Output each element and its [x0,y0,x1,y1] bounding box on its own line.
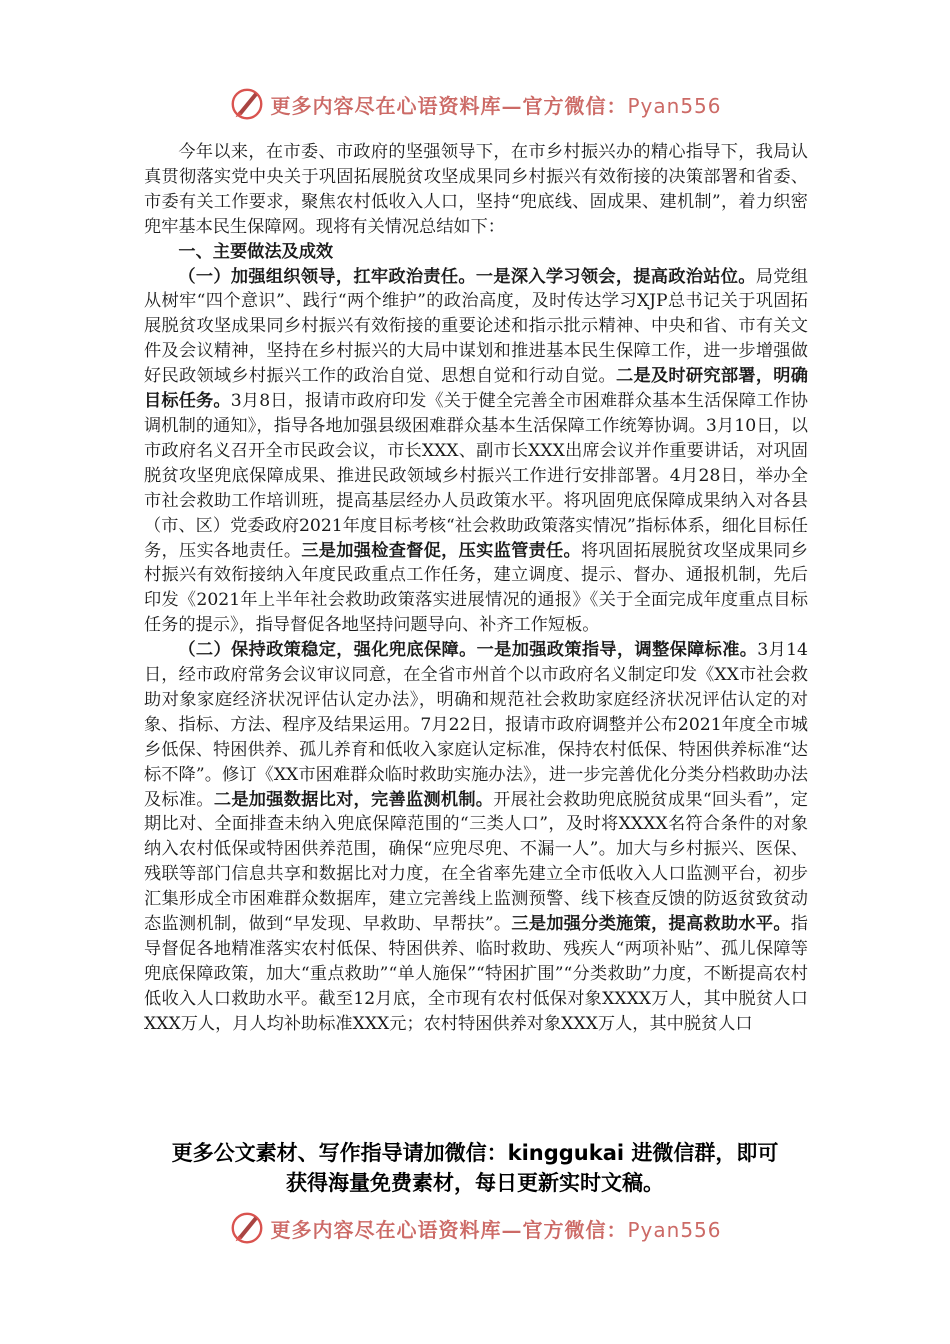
promo-line-2: 获得海量免费素材，每日更新实时文稿。 [286,1171,664,1195]
footer-banner [0,1208,950,1248]
section-2-subtitle-b: 二是加强数据比对，完善监测机制。 [213,789,494,810]
pen-logo-icon [228,1209,266,1247]
banner-text: 更多内容尽在心语资料库—官方微信：Pyan556 [270,93,722,118]
section-1-text-c: 将巩固拓展脱贫攻坚成果同乡村振兴有效衔接纳入年度民政重点工作任务，建立调度、提示、督办、通报机制，先后印发《2021年上半年社会救助政策落实进展情况的通报》《关于全面完成年度重点目标任务的提示》，指导督促各地坚持问题导向、补齐工作短板。 [144,540,808,636]
section-1-text-b: 3月8日，报请市政府印发《关于健全完善全市困难群众基本生活保障工作协调机制的通知》，指导各地加强县级困难群众基本生活保障工作统筹协调。3月10日，以市政府名义召开全市民政会议，市长XXX、副市长XXX出席会议并作重要讲话，对巩固脱贫攻坚兜底保障成果、推进民政领域乡村振兴工作进行安排部署。4月28日，举办全市社会救助工作培训班，提高基层经办人员政策水平。将巩固兜底保障成果纳入对各县（市、区）党委政府2021年度目标考核“社会救助政策落实情况”指标体系，细化目标任务，压实各地责任。 [144,391,808,561]
promo-text [120,1138,830,1198]
section-1-paragraph [144,265,808,639]
promo-line-1: 更多公文素材、写作指导请加微信：kinggukai 进微信群，即可 [171,1141,779,1165]
body-text [144,140,808,1037]
section-1-subtitle-b: 二是及时研究部署，明确目标任务。 [144,366,808,412]
section-1-text-a: 局党组从树牢“四个意识”、践行“两个维护”的政治高度，及时传达学习XJP总书记关于巩固拓展脱贫攻坚成果同乡村振兴有效衔接的重要论述和指示批示精神、中央和省、市有关文件及会议精神，坚持在乡村振兴的大局中谋划和推进基本民生保障工作，进一步增强做好民政领域乡村振兴工作的政治自觉、思想自觉和行动自觉。 [144,266,808,387]
section-2-text-c: 指导督促各地精准落实农村低保、特困供养、临时救助、残疾人“两项补贴”、孤儿保障等兜底保障政策，加大“重点救助”“单人施保”“特困扩围”“分类救助”力度，不断提高农村低收入人口救助水平。截至12月底，全市现有农村低保对象XXXX万人，其中脱贫人口XXX万人，月人均补助标准XXX元；农村特困供养对象XXX万人，其中脱贫人口 [144,914,808,1034]
section-2-paragraph [144,638,808,1037]
section-2-subtitle-c: 三是加强分类施策，提高救助水平。 [511,914,791,935]
section-2-text-b: 开展社会救助兜底脱贫成果“回头看”，定期比对、全面排查未纳入兜底保障范围的“三类人口”，及时将XXXX名符合条件的对象纳入农村低保或特困供养范围，确保“应兜尽兜、不漏一人”。加大与乡村振兴、医保、残联等部门信息共享和数据比对力度，在全省率先建立全市低收入人口监测平台，初步汇集形成全市困难群众数据库，建立完善线上监测预警、线下核查反馈的防返贫致贫动态监测机制，做到“早发现、早救助、早帮扶”。 [144,789,808,935]
pen-logo-icon [228,85,266,123]
section-1-subtitle-c: 三是加强检查督促，压实监管责任。 [301,540,582,561]
heading-1: 一、主要做法及成效 [178,241,334,262]
intro-paragraph: 今年以来，在市委、市政府的坚强领导下，在市乡村振兴办的精心指导下，我局认真贯彻落实党中央关于巩固拓展脱贫攻坚成果同乡村振兴有效衔接的决策部署和省委、市委有关工作要求，聚焦农村低收入人口，坚持“兜底线、固成果、建机制”，着力织密兜牢基本民生保障网。现将有关情况总结如下： [144,142,808,237]
section-1-title: （一）加强组织领导，扛牢政治责任。一是深入学习领会，提高政治站位。 [178,266,756,287]
section-2-text-a: 3月14日，经市政府常务会议审议同意，在全省市州首个以市政府名义制定印发《XX市社会救助对象家庭经济状况评估认定办法》，明确和规范社会救助家庭经济状况评估认定的对象、指标、方法、程序及结果运用。7月22日，报请市政府调整并公布2021年度全市城乡低保、特困供养、孤儿养育和低收入家庭认定标准，保持农村低保、特困供养标准“达标不降”。修订《XX市困难群众临时救助实施办法》，进一步完善优化分类分档救助办法及标准。 [144,640,808,810]
section-2-title: （二）保持政策稳定，强化兜底保障。一是加强政策指导，调整保障标准。 [178,640,758,661]
banner-text: 更多内容尽在心语资料库—官方微信：Pyan556 [270,1217,722,1242]
header-banner [0,84,950,124]
